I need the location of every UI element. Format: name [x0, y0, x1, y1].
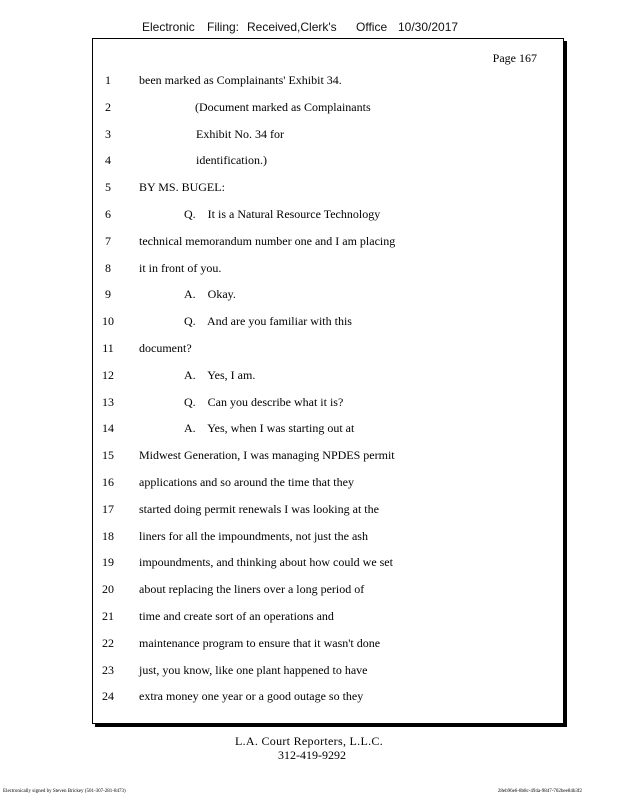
- line-number: 14: [102, 421, 114, 436]
- line-number: 22: [102, 635, 114, 650]
- line-number: 21: [102, 609, 114, 623]
- line-number: 17: [102, 501, 114, 516]
- transcript-line: [93, 448, 563, 468]
- line-text: maintenance program to ensure that it wasn't done: [139, 635, 381, 650]
- transcript-line: [93, 395, 563, 415]
- line-number: 18: [102, 528, 114, 543]
- line-text: Exhibit No. 34 for: [196, 126, 284, 141]
- line-number: 7: [105, 233, 111, 248]
- transcript-line: [93, 234, 563, 254]
- transcript-line: [93, 261, 563, 281]
- filing-word-filing: Filing:: [207, 20, 240, 34]
- court-reporter-name: L.A. Court Reporters, L.L.C.: [234, 734, 384, 748]
- transcript-line: [93, 609, 563, 629]
- transcript-line: [93, 663, 563, 683]
- line-text: Q. And are you familiar with this: [184, 314, 352, 329]
- transcript-line: [93, 636, 563, 656]
- transcript-line: [93, 689, 563, 709]
- filing-word-office: Office: [356, 20, 388, 34]
- line-text: about replacing the liners over a long period of: [139, 582, 365, 597]
- line-text: just, you know, like one plant happened to have: [139, 662, 368, 677]
- transcript-line: [93, 153, 563, 173]
- line-text: been marked as Complainants' Exhibit 34.: [139, 73, 342, 87]
- transcript-line: [93, 73, 563, 93]
- transcript-line: [93, 582, 563, 602]
- line-text: document?: [139, 341, 192, 355]
- line-text: impoundments, and thinking about how could we set: [139, 555, 393, 570]
- line-text: (Document marked as Complainants: [195, 99, 371, 114]
- filing-date: 10/30/2017: [398, 20, 459, 34]
- line-number: 19: [102, 555, 114, 570]
- line-text: A. Yes, I am.: [184, 367, 256, 382]
- transcript-page: [92, 38, 564, 724]
- line-number: 2: [105, 99, 111, 114]
- line-text: Q. It is a Natural Resource Technology: [184, 207, 381, 221]
- transcript-line: [93, 314, 563, 334]
- transcript-line: [93, 180, 563, 200]
- line-text: extra money one year or a good outage so they: [139, 689, 364, 704]
- line-text: started doing permit renewals I was looking at the: [139, 501, 379, 516]
- filing-word-electronic: Electronic: [142, 20, 195, 34]
- line-number: 13: [102, 394, 114, 409]
- line-number: 10: [102, 314, 114, 329]
- line-number: 3: [105, 126, 111, 141]
- transcript-line: [93, 475, 563, 495]
- transcript-line: [93, 207, 563, 227]
- line-number: 24: [102, 689, 114, 704]
- line-number: 8: [105, 260, 111, 275]
- line-number: 6: [105, 207, 111, 221]
- line-text: technical memorandum number one and I am placing: [139, 233, 396, 248]
- line-text: A. Okay.: [184, 287, 236, 302]
- court-reporter-phone: 312-419-9292: [278, 748, 346, 762]
- transcript-line: [93, 555, 563, 575]
- line-number: 4: [105, 153, 111, 168]
- line-number: 11: [102, 341, 114, 355]
- transcript-line: [93, 127, 563, 147]
- line-number: 1: [105, 73, 111, 87]
- line-text: identification.): [196, 153, 267, 168]
- line-number: 9: [105, 287, 111, 302]
- line-number: 15: [102, 448, 114, 463]
- document-hash: 28eb96e6-8b8c-494a-9847-702bee84b3f2: [497, 789, 582, 794]
- transcript-line: [93, 100, 563, 120]
- line-number: 20: [102, 582, 114, 597]
- line-text: BY MS. BUGEL:: [139, 180, 225, 195]
- transcript-line: [93, 287, 563, 307]
- line-text: A. Yes, when I was starting out at: [184, 421, 355, 436]
- line-text: Midwest Generation, I was managing NPDES permit: [139, 448, 395, 463]
- line-number: 23: [102, 662, 114, 677]
- transcript-line: [93, 529, 563, 549]
- line-text: time and create sort of an operations and: [139, 609, 334, 623]
- transcript-line: [93, 341, 563, 361]
- page-number: Page 167: [492, 51, 537, 65]
- transcript-line: [93, 421, 563, 441]
- line-text: liners for all the impoundments, not just the ash: [139, 528, 368, 543]
- line-text: it in front of you.: [139, 260, 222, 275]
- line-number: 5: [105, 180, 111, 195]
- filing-word-received: Received,Clerk's: [247, 20, 337, 34]
- electronic-signature: Electronically signed by Steven Brickey (501-307-281-8473): [3, 789, 126, 794]
- line-text: applications and so around the time that they: [139, 475, 354, 489]
- line-text: Q. Can you describe what it is?: [184, 394, 344, 409]
- transcript-line: [93, 368, 563, 388]
- line-number: 16: [102, 475, 114, 489]
- transcript-line: [93, 502, 563, 522]
- line-number: 12: [102, 367, 114, 382]
